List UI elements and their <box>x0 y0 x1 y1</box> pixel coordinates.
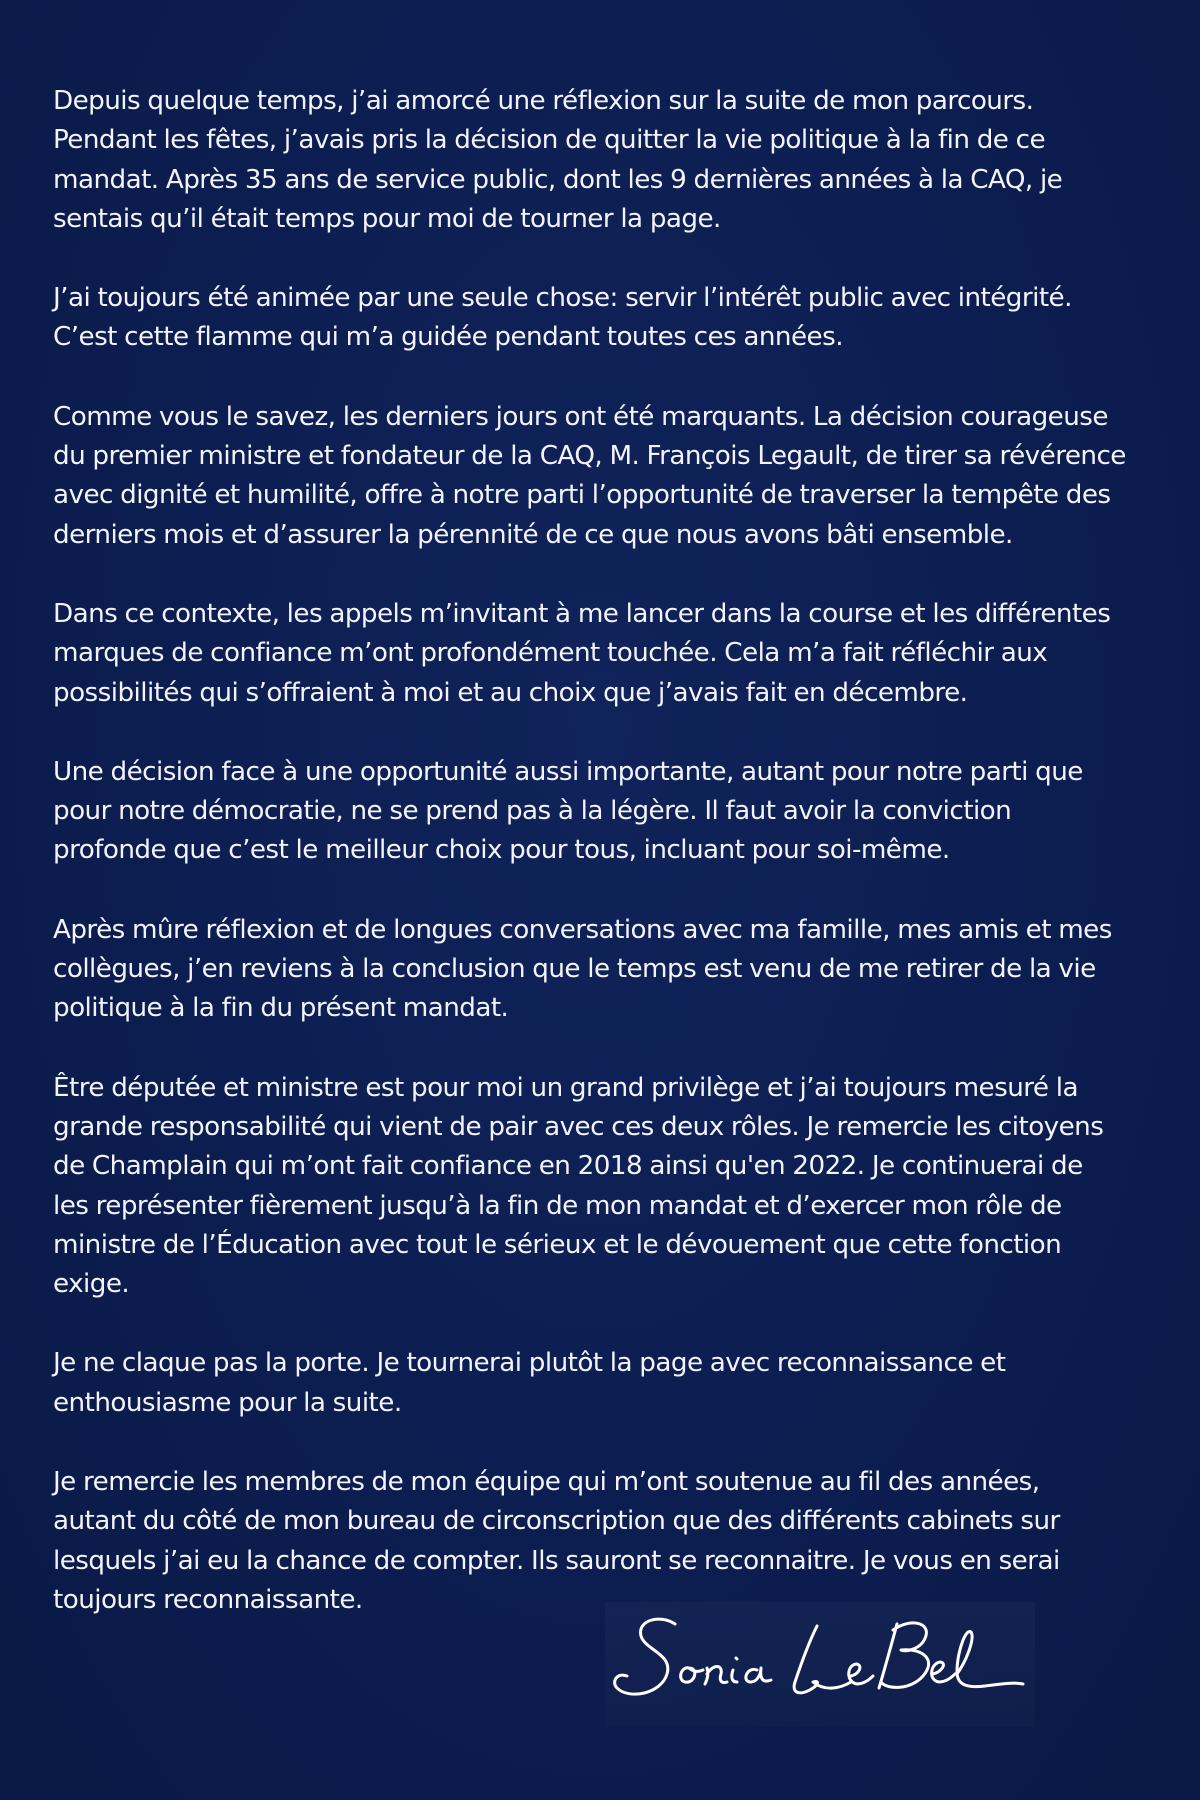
letter-paragraph <box>53 398 1163 555</box>
paragraph-line: politique à la fin du présent mandat. <box>53 993 509 1024</box>
letter-paragraph <box>53 1344 1163 1423</box>
paragraph-line: avec dignité et humilité, offre à notre parti l’opportunité de traverser la tempête des <box>53 480 1111 511</box>
paragraph-line: autant du côté de mon bureau de circonscription que des différents cabinets sur <box>53 1506 1060 1537</box>
letter-paragraph <box>53 82 1163 239</box>
letter-paragraph <box>53 1069 1163 1305</box>
paragraph-line: mandat. Après 35 ans de service public, dont les 9 dernières années à la CAQ, je <box>53 164 1063 195</box>
signature-area <box>605 1602 1035 1727</box>
paragraph-line: Je remercie les membres de mon équipe qui m’ont soutenue au fil des années, <box>53 1467 1040 1498</box>
paragraph-line: grande responsabilité qui vient de pair avec ces deux rôles. Je remercie les citoyens <box>53 1111 1104 1142</box>
paragraph-line: Je ne claque pas la porte. Je tournerai plutôt la page avec reconnaissance et <box>53 1348 1006 1379</box>
paragraph-line: les représenter fièrement jusqu’à la fin de mon mandat et d’exercer mon rôle de <box>53 1190 1062 1221</box>
letter-paragraph <box>53 595 1163 713</box>
paragraph-line: ministre de l’Éducation avec tout le sérieux et le dévouement que cette fonction <box>53 1229 1062 1260</box>
paragraph-line: Une décision face à une opportunité aussi importante, autant pour notre parti que <box>53 756 1083 787</box>
paragraph-line: exige. <box>53 1269 130 1300</box>
paragraph-line: collègues, j’en reviens à la conclusion que le temps est venu de me retirer de la vie <box>53 954 1096 985</box>
letter-body <box>53 82 1163 1660</box>
letter-paragraph <box>53 753 1163 871</box>
paragraph-line: toujours reconnaissante. <box>53 1584 363 1615</box>
paragraph-line: J’ai toujours été animée par une seule chose: servir l’intérêt public avec intégrité. <box>53 283 1072 314</box>
paragraph-line: enthousiasme pour la suite. <box>53 1387 402 1418</box>
paragraph-line: C’est cette flamme qui m’a guidée pendant toutes ces années. <box>53 322 843 353</box>
letter-paragraph <box>53 279 1163 358</box>
signature-icon <box>605 1602 1035 1727</box>
letter-paragraph <box>53 911 1163 1029</box>
paragraph-line: possibilités qui s’offraient à moi et au choix que j’avais fait en décembre. <box>53 677 968 708</box>
paragraph-line: derniers mois et d’assurer la pérennité de ce que nous avons bâti ensemble. <box>53 519 1013 550</box>
paragraph-line: du premier ministre et fondateur de la CAQ, M. François Legault, de tirer sa révérence <box>53 441 1126 472</box>
paragraph-line: Depuis quelque temps, j’ai amorcé une réflexion sur la suite de mon parcours. <box>53 86 1034 116</box>
paragraph-line: marques de confiance m’ont profondément touchée. Cela m’a fait réfléchir aux <box>53 638 1048 669</box>
paragraph-line: Pendant les fêtes, j’avais pris la décision de quitter la vie politique à la fin de ce <box>53 125 1046 156</box>
paragraph-line: Être députée et ministre est pour moi un grand privilège et j’ai toujours mesuré la <box>53 1072 1078 1103</box>
paragraph-line: pour notre démocratie, ne se prend pas à la légère. Il faut avoir la conviction <box>53 796 1012 827</box>
paragraph-line: lesquels j’ai eu la chance de compter. Ils sauront se reconnaitre. Je vous en serai <box>53 1545 1060 1576</box>
paragraph-line: Dans ce contexte, les appels m’invitant à me lancer dans la course et les différentes <box>53 598 1111 629</box>
paragraph-line: sentais qu’il était temps pour moi de tourner la page. <box>53 203 721 234</box>
paragraph-line: de Champlain qui m’ont fait confiance en 2018 ainsi qu'en 2022. Je continuerai de <box>53 1151 1083 1182</box>
paragraph-line: profonde que c’est le meilleur choix pour tous, incluant pour soi-même. <box>53 835 950 866</box>
paragraph-line: Comme vous le savez, les derniers jours ont été marquants. La décision courageuse <box>53 401 1108 432</box>
paragraph-line: Après mûre réflexion et de longues conversations avec ma famille, mes amis et mes <box>53 914 1112 945</box>
letter-paragraph <box>53 1463 1163 1620</box>
